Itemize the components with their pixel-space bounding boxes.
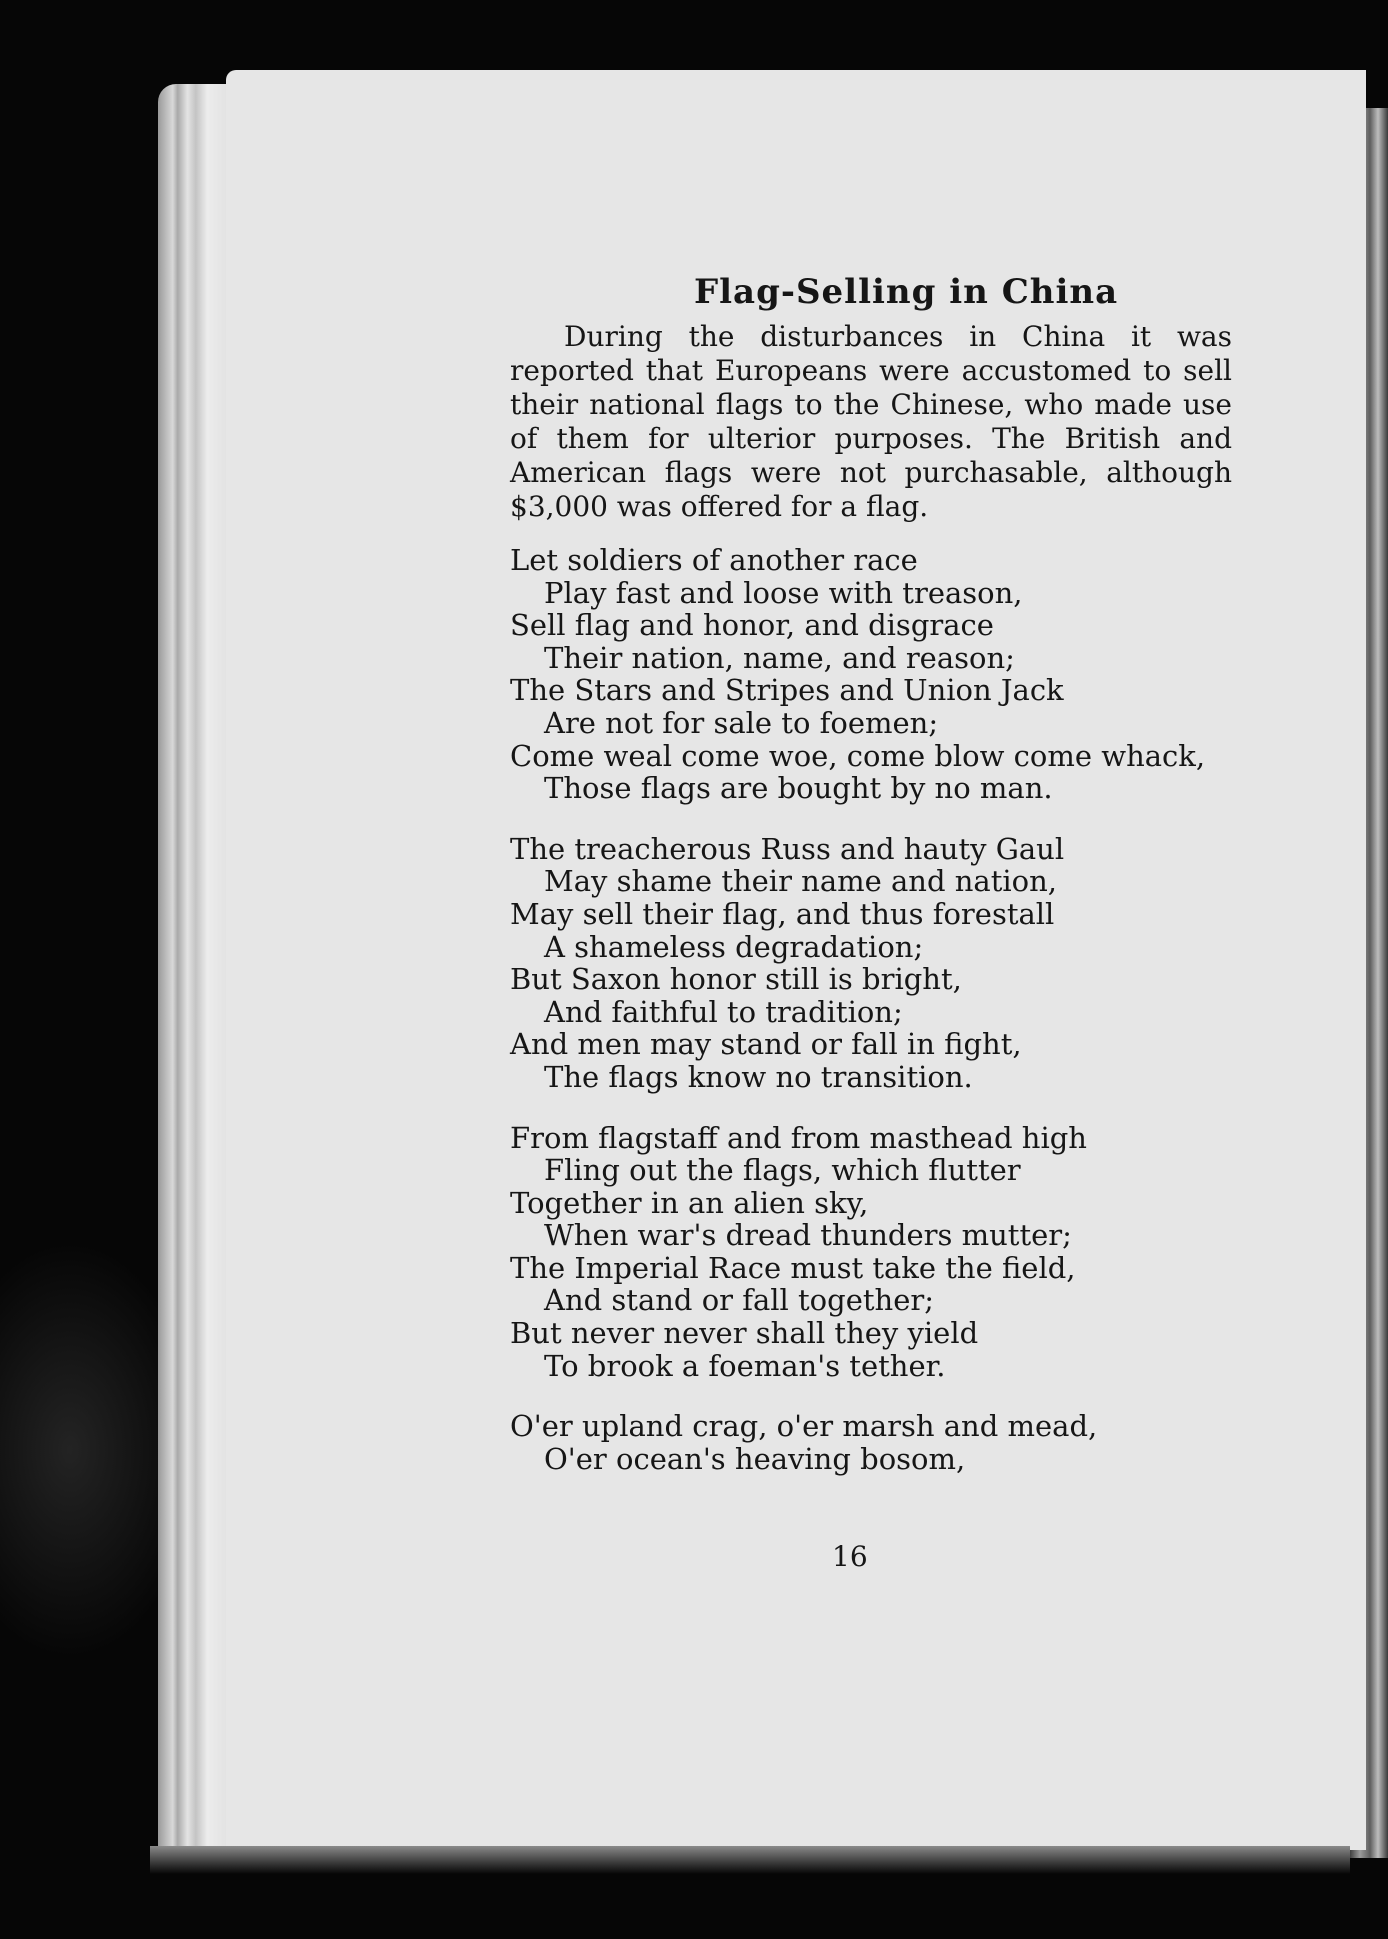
poem-line: Fling out the flags, which flutter	[544, 1153, 1021, 1188]
poem-stanza	[510, 833, 1270, 1094]
page-bottom-shadow	[150, 1846, 1350, 1874]
poem-stanza	[510, 1410, 1270, 1475]
poem-line: Those flags are bought by no man.	[544, 771, 1053, 806]
poem-line: The Imperial Race must take the field,	[510, 1250, 1076, 1285]
poem-line: From flagstaff and from masthead high	[510, 1120, 1087, 1155]
poem-line: May sell their flag, and thus forestall	[510, 896, 1055, 931]
poem-line: The Stars and Stripes and Union Jack	[510, 673, 1064, 708]
poem-line: Play fast and loose with treason,	[544, 575, 1023, 610]
page-number: 16	[832, 1540, 868, 1573]
page-content	[510, 250, 1270, 1475]
poem-line: Are not for sale to foemen;	[544, 705, 939, 740]
intro-paragraph: During the disturbances in China it was reported that Europeans were accustomed to sell their national flags to the Chinese, who made use of them for ulterior purposes. The British and American flags were not purchasable, although $3,000 was offered for a flag.	[510, 320, 1232, 523]
poem-line: Their nation, name, and reason;	[544, 640, 1015, 675]
poem-line: To brook a foeman's tether.	[544, 1348, 946, 1383]
poem-line: And faithful to tradition;	[544, 994, 903, 1029]
poem-line: The treacherous Russ and hauty Gaul	[510, 831, 1065, 866]
poem-line: And stand or fall together;	[544, 1283, 934, 1318]
poem-line: But never never shall they yield	[510, 1316, 979, 1351]
poem-line: Let soldiers of another race	[510, 543, 918, 577]
poem-stanza	[510, 1122, 1270, 1383]
poem-stanza	[510, 544, 1270, 805]
poem-line: The flags know no transition.	[544, 1059, 973, 1094]
poem-line: May shame their name and nation,	[544, 864, 1058, 899]
poem-line: O'er ocean's heaving bosom,	[544, 1441, 966, 1476]
poem-line: When war's dread thunders mutter;	[544, 1218, 1072, 1253]
poem-line: But Saxon honor still is bright,	[510, 962, 962, 997]
poem-line: Come weal come woe, come blow come whack,	[510, 738, 1206, 773]
poem-line: A shameless degradation;	[544, 929, 924, 964]
poem-line: Together in an alien sky,	[510, 1185, 869, 1220]
article-title: Flag-Selling in China	[694, 272, 1119, 312]
poem-line: And men may stand or fall in fight,	[510, 1027, 1022, 1062]
poem	[510, 544, 1270, 1475]
poem-line: O'er upland crag, o'er marsh and mead,	[510, 1409, 1098, 1444]
poem-line: Sell flag and honor, and disgrace	[510, 608, 994, 643]
